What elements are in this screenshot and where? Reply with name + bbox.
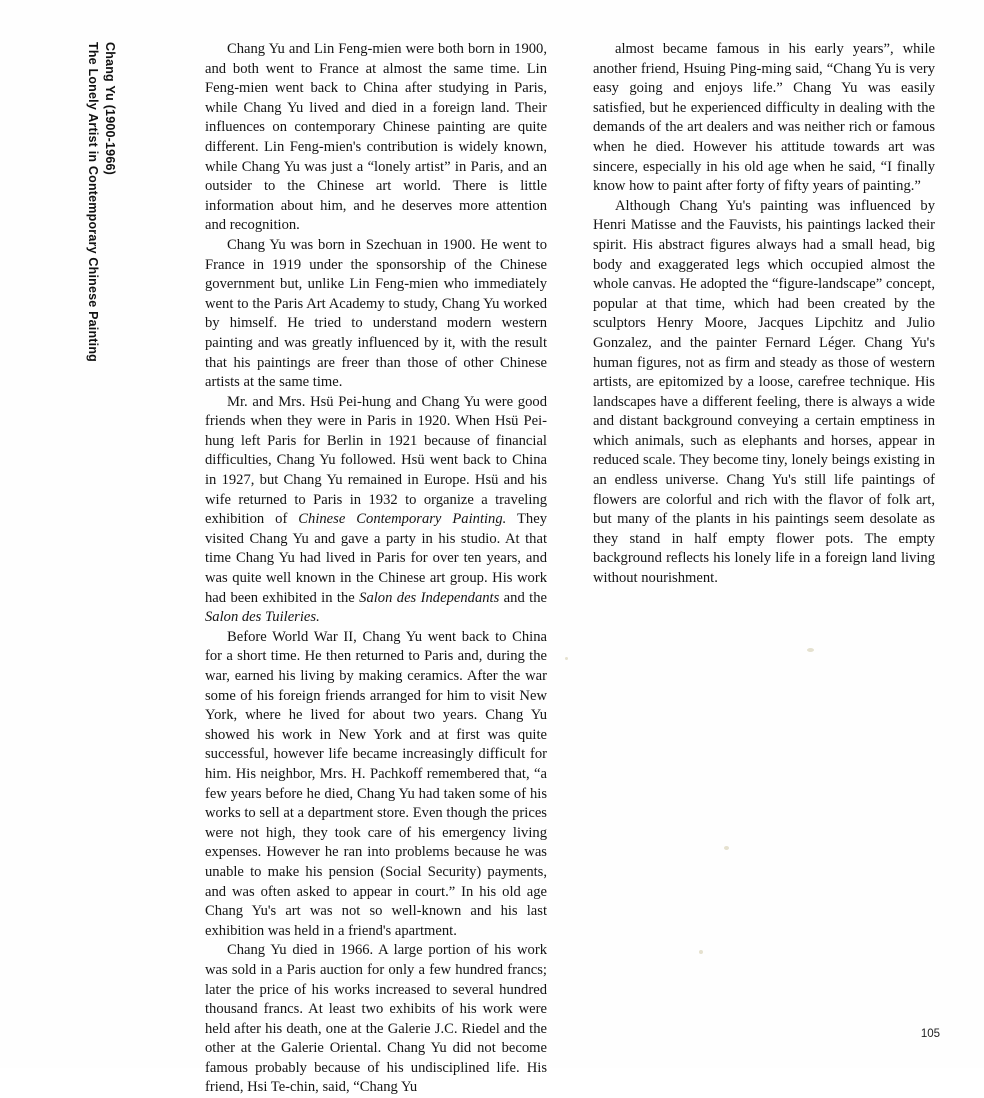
paragraph: Mr. and Mrs. Hsü Pei-hung and Chang Yu were good friends when they were in Paris in 1920. When Hsü Pei-hung left Paris for Berlin in 1921 because of financial difficulties, Chang Yu followed. Hsü went back to China in 1927, but Chang Yu remained in Europe. Hsü and his wife returned to Paris in 1932 to organize a traveling exhibition of Chinese Contemporary Painting. They visited Chang Yu and gave a party in his studio. At that time Chang Yu had lived in Paris for over ten years, and was quite well known in the Chinese art group. His work had been exhibited in the Salon des Independants and the Salon des Tuileries. xyxy=(205,393,548,626)
running-head xyxy=(84,42,118,362)
scan-speck xyxy=(699,950,703,954)
paragraph: Chang Yu was born in Szechuan in 1900. He went to France in 1919 under the sponsorship of the Chinese government but, unlike Lin Feng-mien who immediately went to the Paris Art Academy to study, Chang Yu worked by himself. He tried to understand modern western painting and was greatly influenced by it, with the result that his paintings are freer than those of other Chinese artists at the same time. xyxy=(205,236,547,391)
paragraph: Chang Yu died in 1966. A large portion of his work was sold in a Paris auction for only a few hundred francs; later the price of his works increased to several hundred thousand francs. At least two exhibits of his work were held after his death, one at the Galerie J.C. Riedel and the other at the Galerie Oriental. Chang Yu did not become famous probably because of his undisciplined life. His friend, Hsi Te-chin, said, “Chang Yu xyxy=(205,942,547,1096)
running-head-line2: The Lonely Artist in Contemporary Chinese Painting xyxy=(86,42,100,362)
scan-speck xyxy=(724,846,729,850)
right-column xyxy=(593,40,935,1098)
scan-speck xyxy=(565,657,568,660)
scan-speck xyxy=(807,648,814,652)
page-number: 105 xyxy=(920,1028,940,1040)
left-column xyxy=(205,40,547,1098)
paragraph: Although Chang Yu's painting was influenced by Henri Matisse and the Fauvists, his paintings lacked their spirit. His abstract figures always had a small head, big body and exaggerated legs which occupied almost the whole canvas. He adopted the “figure-landscape” concept, popular at that time, which had been created by the sculptors Henry Moore, Jacques Lipchitz and Julio Gonzalez, and the painter Fernard Léger. Chang Yu's human figures, not as firm and steady as those of western artists, are epitomized by a loose, carefree technique. His landscapes have a different feeling, there is always a wide and distant background conveying a certain emptiness in which animals, such as elephants and horses, appear in reduced scale. They become tiny, lonely beings existing in an endless universe. Chang Yu's still life paintings of flowers are colorful and rich with the flavor of folk art, but many of the plants in his paintings seem desolate as they stand in half empty flower pots. The empty background reflects his lonely life in a foreign land living without nourishment. xyxy=(593,197,935,587)
paragraph: Chang Yu and Lin Feng-mien were both born in 1900, and both went to France at almost the same time. Lin Feng-mien went back to China after studying in Paris, while Chang Yu lived and died in a foreign land. Their influences on contemporary Chinese painting are quite different. Lin Feng-mien's contribution is widely known, while Chang Yu was just a “lonely artist” in Paris, and an outsider to the Chinese art world. There is little information about him, and he deserves more attention and recognition. xyxy=(205,41,547,234)
running-head-line1: Chang Yu (1900-1966) xyxy=(103,42,117,175)
paragraph: almost became famous in his early years”, while another friend, Hsuing Ping-ming said, “Chang Yu is very easy going and enjoys life.” Chang Yu was easily satisfied, but he experienced difficulty in dealing with the demands of the art dealers and was neither rich or famous when he died. However his attitude towards art was sincere, especially in his old age when he said, “I finally know how to paint after forty of fifty years of painting.” xyxy=(593,41,935,195)
paragraph: Before World War II, Chang Yu went back to China for a short time. He then returned to Paris and, during the war, earned his living by making ceramics. After the war some of his foreign friends arranged for him to visit New York, where he lived for about two years. Chang Yu showed his work in New York and at first was quite successful, however life became increasingly difficult for him. His neighbor, Mrs. H. Pachkoff remembered that, “a few years before he died, Chang Yu had taken some of his works to sell at a department store. Even though the prices were not high, they took care of his emergency living expenses. However he ran into problems because he was unable to make his pension (Social Security) payments, and was often asked to appear in court.” In his old age Chang Yu's art was not so well-known and his last exhibition was held in a friend's apartment. xyxy=(205,628,547,939)
body-columns xyxy=(205,40,935,1098)
